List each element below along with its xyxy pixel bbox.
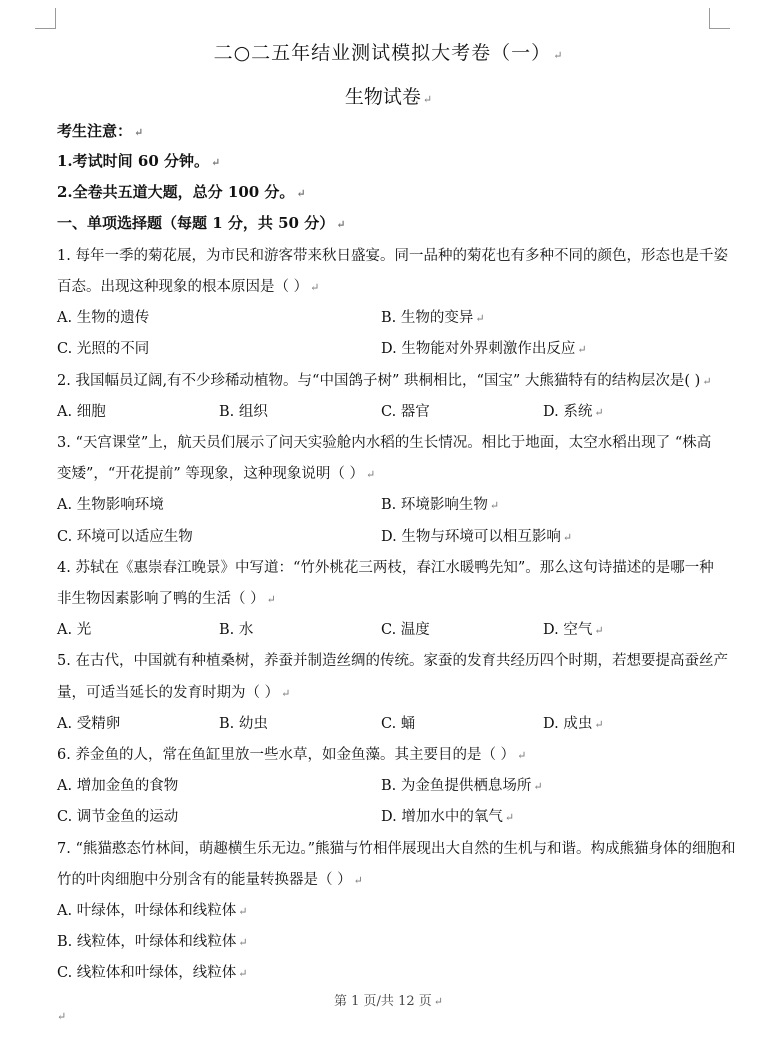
option-b: B. 环境影响生物 ↵ — [381, 497, 500, 513]
question-2-text: 2. 我国幅员辽阔,有不少珍稀动植物。与“中国鸽子树” 珙桐相比，“国宝” 大熊猫特有的结构层次是( ) ↵ — [57, 373, 712, 389]
option-c: C. 环境可以适应生物 — [57, 529, 193, 545]
option-d: D. 生物与环境可以相互影响 ↵ — [381, 529, 573, 545]
option-c: C. 器官 — [381, 404, 430, 420]
option-a: A. 叶绿体，叶绿体和线粒体 ↵ — [57, 903, 248, 919]
option-b: B. 生物的变异 ↵ — [381, 310, 485, 326]
question-7-text-cont: 竹的叶肉细胞中分别含有的能量转换器是（ ） ↵ — [57, 872, 363, 888]
option-a: A. 生物影响环境 — [57, 497, 164, 513]
subject-title: 生物试卷 ↵ — [344, 86, 433, 108]
paragraph-mark: ↵ — [57, 1010, 67, 1023]
option-d: D. 生物能对外界刺激作出反应 ↵ — [381, 341, 587, 357]
margin-corner-top-left — [35, 8, 56, 29]
option-b: B. 幼虫 — [219, 716, 268, 732]
option-c: C. 蛹 — [381, 716, 416, 732]
notice-item: 2.全卷共五道大题，总分 100 分。 ↵ — [57, 183, 306, 201]
notice-heading: 考生注意： ↵ — [57, 122, 144, 140]
margin-corner-top-right — [709, 8, 730, 29]
option-a: A. 生物的遗传 — [57, 310, 150, 326]
option-d: D. 系统 ↵ — [543, 404, 604, 420]
option-a: A. 细胞 — [57, 404, 106, 420]
question-4-text: 4. 苏轼在《惠崇春江晚景》中写道：“竹外桃花三两枝，春江水暖鸭先知”。那么这句诗描述的是哪一种 — [57, 560, 714, 576]
question-4-text-cont: 非生物因素影响了鸭的生活（ ） ↵ — [57, 591, 276, 607]
question-1-text-cont: 百态。出现这种现象的根本原因是（ ） ↵ — [57, 279, 320, 295]
option-a: A. 受精卵 — [57, 716, 121, 732]
option-c: C. 调节金鱼的运动 — [57, 809, 179, 825]
option-d: D. 成虫 ↵ — [543, 716, 604, 732]
option-b: B. 线粒体，叶绿体和线粒体 ↵ — [57, 934, 248, 950]
question-3-text: 3. “天宫课堂”上，航天员们展示了问天实验舱内水稻的生长情况。相比于地面，太空水稻出现了 “株高 — [57, 435, 712, 451]
section-heading: 一、单项选择题（每题 1 分，共 50 分） ↵ — [57, 214, 346, 232]
option-c: C. 线粒体和叶绿体，线粒体 ↵ — [57, 965, 248, 981]
option-a: A. 增加金鱼的食物 — [57, 778, 179, 794]
option-b: B. 水 — [219, 622, 254, 638]
notice-item: 1.考试时间 60 分钟。 ↵ — [57, 152, 221, 170]
question-6-text: 6. 养金鱼的人，常在鱼缸里放一些水草，如金鱼藻。其主要目的是（ ） ↵ — [57, 747, 527, 763]
option-d: D. 增加水中的氧气 ↵ — [381, 809, 515, 825]
question-3-text-cont: 变矮”，“开花提前” 等现象，这种现象说明（ ） ↵ — [57, 466, 376, 482]
option-a: A. 光 — [57, 622, 92, 638]
option-b: B. 为金鱼提供栖息场所 ↵ — [381, 778, 543, 794]
page-footer: 第 1 页/共 12 页 ↵ — [334, 994, 443, 1009]
question-7-text: 7. “熊猫憨态竹林间，萌趣横生乐无边。”熊猫与竹相伴展现出大自然的生机与和谐。构成熊猫身体的细胞和 — [57, 841, 736, 857]
option-b: B. 组织 — [219, 404, 268, 420]
question-1-text: 1. 每年一季的菊花展，为市民和游客带来秋日盛宴。同一品种的菊花也有多种不同的颜色，形态也是千姿 — [57, 248, 728, 264]
option-c: C. 光照的不同 — [57, 341, 150, 357]
option-c: C. 温度 — [381, 622, 430, 638]
question-5-text: 5. 在古代，中国就有种植桑树，养蚕并制造丝绸的传统。家蚕的发育共经历四个时期，若想要提高蚕丝产 — [57, 653, 728, 669]
exam-title: 二○二五年结业测试模拟大考卷（一） ↵ — [213, 42, 564, 64]
option-d: D. 空气 ↵ — [543, 622, 604, 638]
question-5-text-cont: 量，可适当延长的发育时期为（ ） ↵ — [57, 685, 291, 701]
